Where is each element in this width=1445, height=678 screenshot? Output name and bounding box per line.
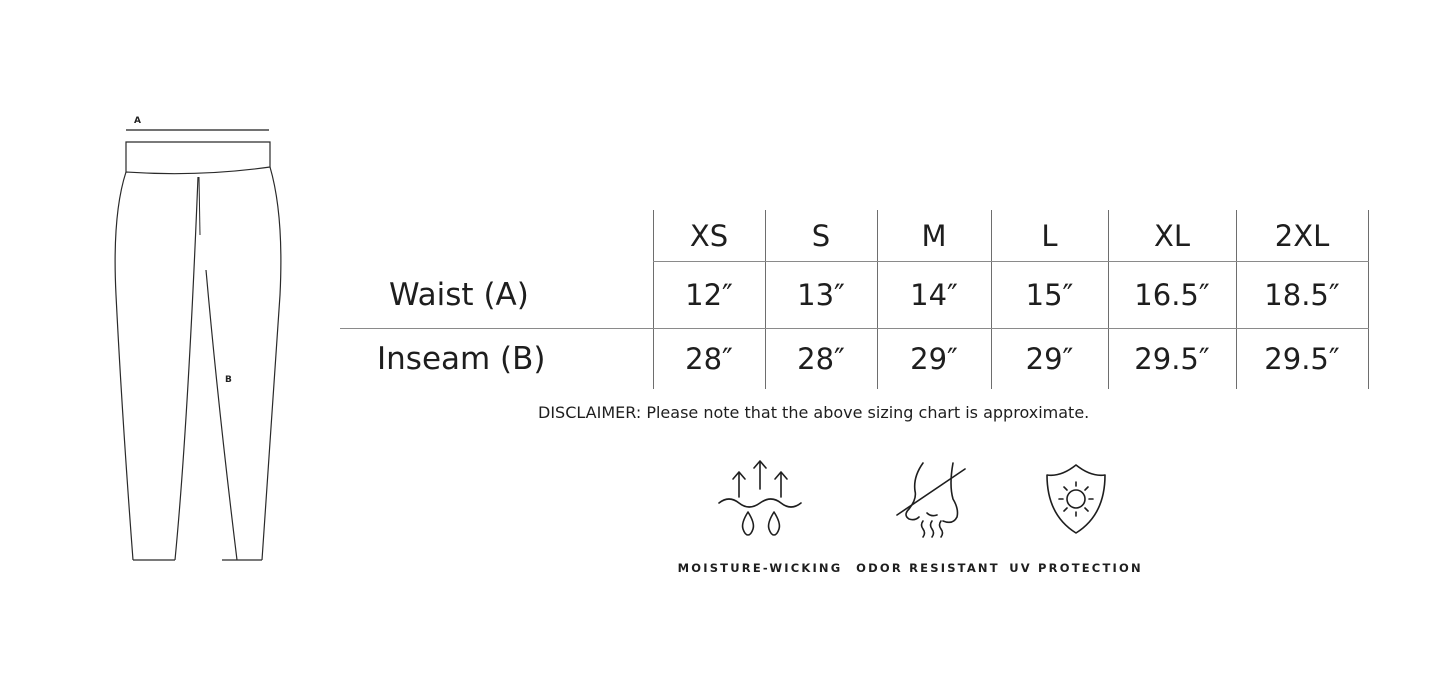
measurement-label-b: B	[225, 375, 232, 385]
size-header-2xl: 2XL	[1236, 210, 1368, 262]
waist-value-2xl: 18.5″	[1236, 262, 1368, 329]
waist-value-l: 15″	[991, 262, 1108, 329]
waist-value-xs: 12″	[653, 262, 765, 329]
feature-moisture-wicking	[670, 455, 850, 575]
size-header-xs: XS	[653, 210, 765, 262]
inseam-value-xs: 28″	[653, 329, 765, 390]
sizing-disclaimer: DISCLAIMER: Please note that the above sizing chart is approximate.	[538, 403, 1090, 422]
moisture-wicking-icon	[715, 455, 805, 545]
feature-label-uv-protection: UV PROTECTION	[1009, 561, 1143, 575]
waist-value-s: 13″	[765, 262, 877, 329]
inseam-value-l: 29″	[991, 329, 1108, 390]
inseam-value-s: 28″	[765, 329, 877, 390]
waist-value-m: 14″	[877, 262, 991, 329]
inseam-value-xl: 29.5″	[1108, 329, 1236, 390]
row-label-waist: Waist (A)	[340, 262, 653, 329]
size-chart-table	[340, 210, 1369, 389]
feature-uv-protection	[986, 455, 1166, 575]
size-header-s: S	[765, 210, 877, 262]
table-row-waist	[340, 262, 1368, 329]
feature-label-moisture-wicking: MOISTURE-WICKING	[677, 561, 843, 575]
leggings-diagram	[100, 105, 300, 575]
size-header-m: M	[877, 210, 991, 262]
leggings-outline-icon	[100, 105, 300, 575]
inseam-value-m: 29″	[877, 329, 991, 390]
size-header-xl: XL	[1108, 210, 1236, 262]
header-empty-cell	[340, 210, 653, 262]
size-header-l: L	[991, 210, 1108, 262]
measurement-label-a: A	[134, 116, 141, 126]
table-row-inseam	[340, 329, 1368, 390]
uv-protection-icon	[1031, 455, 1121, 545]
odor-resistant-icon	[883, 455, 973, 545]
size-header-row	[340, 210, 1368, 262]
inseam-value-2xl: 29.5″	[1236, 329, 1368, 390]
waist-value-xl: 16.5″	[1108, 262, 1236, 329]
feature-label-odor-resistant: ODOR RESISTANT	[856, 561, 1000, 575]
row-label-inseam: Inseam (B)	[377, 341, 546, 377]
